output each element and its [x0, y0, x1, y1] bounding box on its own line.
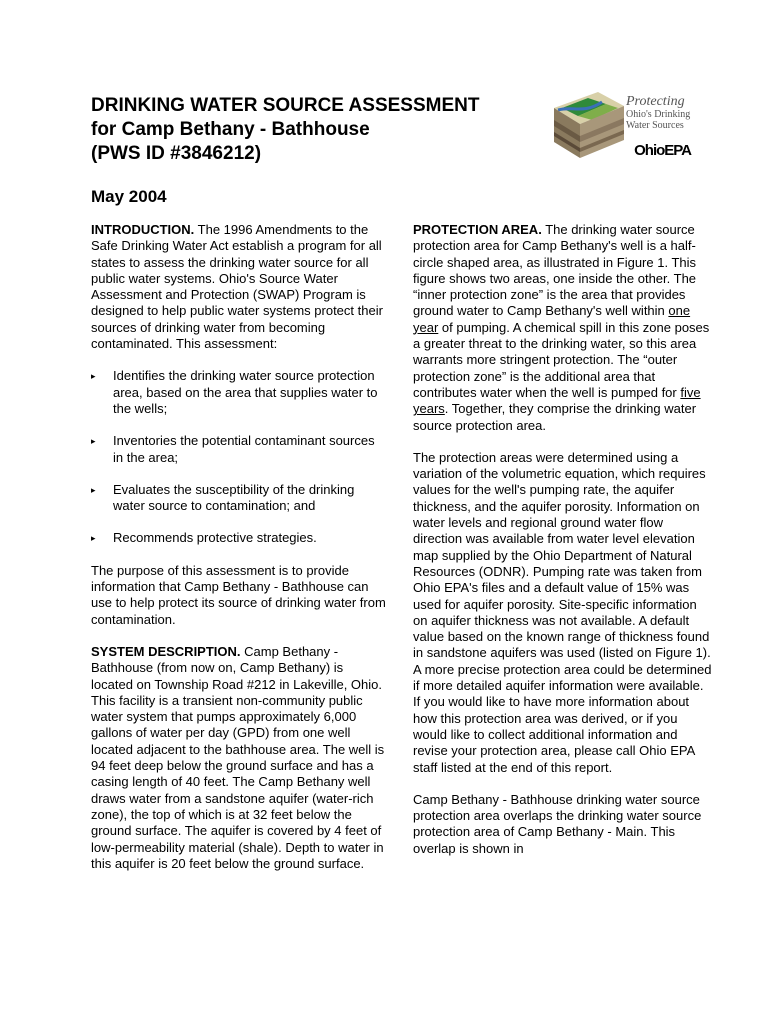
protection-heading: PROTECTION AREA. [413, 222, 542, 237]
system-heading: SYSTEM DESCRIPTION. [91, 643, 241, 659]
protection-text-c: . Together, they comprise the drinking water source protection area. [413, 401, 697, 433]
list-item: ▸ Recommends protective strategies. [91, 530, 387, 546]
assessment-list [91, 368, 387, 546]
title-line-2: for Camp Bethany - Bathhouse [91, 119, 370, 140]
list-item: ▸ Identifies the drinking water source protection area, based on the area that supplies water to the wells; [91, 368, 387, 417]
system-paragraph [91, 644, 387, 872]
logo-line-1: Protecting [626, 94, 685, 109]
logo-org: OhioEPA [634, 142, 691, 159]
title-line-1: DRINKING WATER SOURCE ASSESSMENT [91, 95, 480, 116]
protection-text-b: of pumping. A chemical spill in this zone poses a greater threat to the drinking water, so this area warrants more stringent protection. The “outer protection zone” is the additional area that contributes water when the well is pumped for [413, 319, 710, 400]
system-text: Camp Bethany - Bathhouse (from now on, Camp Bethany) is located on Township Road #212 in Lakeville, Ohio. This facility is a transient non-community public water system that pumps approximately 6,000 gallons of water per day (GPD) from one well located adjacent to the bathhouse area. The well is 94 feet deep below the ground surface and has a casing length of 40 feet. The Camp Bethany well draws water from a sandstone aquifer (water-rich zone), the top of which is at 32 feet below the ground surface. The aquifer is covered by 4 feet of low-permeability material (shale). Depth to water in this aquifer is 20 feet below the ground surface. [91, 643, 385, 871]
intro-text: The 1996 Amendments to the Safe Drinking Water Act establish a program for all states to assess the drinking water source for all public water systems. Ohio's Source Water Assessment and Protection (SWAP) Program is designed to help public water systems protect their sources of drinking water from becoming contaminated. This assessment: [91, 222, 383, 352]
protection-paragraph [413, 222, 713, 434]
document-date: May 2004 [91, 187, 167, 206]
protection-text-a: The drinking water source protection area for Camp Bethany's well is a half-circle shaped area, as illustrated in Figure 1. This figure shows two areas, one inside the other. The “inner protection zone” is the area that provides ground water to Camp Bethany's well within [413, 222, 697, 319]
ohio-epa-logo [548, 84, 693, 166]
title-line-3: (PWS ID #3846212) [91, 143, 262, 164]
method-paragraph: The protection areas were determined using a variation of the volumetric equation, which requires values for the well's pumping rate, the aquifer thickness, and the aquifer porosity. Information on water levels and regional ground water flow direction was available from water level elevation map supplied by the Ohio Department of Natural Resources (ODNR). Pumping rate was taken from Ohio EPA's files and a default value of 15% was used for aquifer porosity. Site-specific information on aquifer thickness was not available. A default value based on the known range of thickness found in sandstone aquifers was used (listed on Figure 1). A more precise protection area could be determined if more detailed aquifer information were available. If you would like to have more information about how this protection area was derived, or if you would like to collect additional information and revise your protection area, please call Ohio EPA staff listed at the end of this report. [413, 449, 712, 775]
intro-paragraph [91, 222, 387, 352]
protection-underline-2: five years [413, 384, 701, 417]
landscape-block-icon [548, 84, 628, 164]
list-item: ▸ Evaluates the susceptibility of the drinking water source to contamination; and [91, 482, 387, 515]
logo-text [626, 94, 690, 131]
overlap-paragraph: Camp Bethany - Bathhouse drinking water source protection area overlaps the drinking water source protection area of Camp Bethany - Main. This overlap is shown in [413, 791, 702, 856]
right-column [413, 222, 713, 873]
document-title [91, 94, 531, 166]
logo-line-2: Ohio's Drinking [626, 109, 691, 120]
purpose-paragraph: The purpose of this assessment is to provide information that Camp Bethany - Bathhouse can use to help protect its source of drinking water from contamination. [91, 562, 386, 627]
intro-heading: INTRODUCTION. [91, 222, 195, 237]
list-item: ▸ Inventories the potential contaminant sources in the area; [91, 433, 387, 466]
protection-underline-1: one year [413, 303, 691, 335]
logo-line-3: Water Sources [626, 120, 684, 131]
left-column [91, 222, 387, 888]
